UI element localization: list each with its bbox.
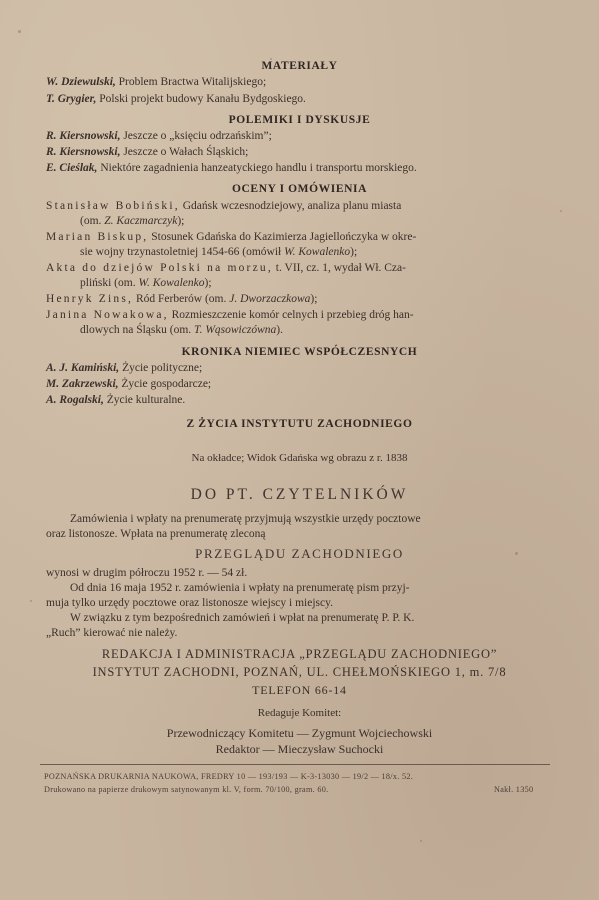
list-item [46,378,211,390]
editor [0,742,599,757]
section-heading-instytut: Z ŻYCIA INSTYTUTU ZACHODNIEGO [186,418,413,430]
paper-speck [270,58,272,60]
list-item [46,93,306,105]
item-text: ); [310,293,318,305]
list-item-continuation [80,215,184,227]
readers-paragraph-1-line-1: Zamówienia i wpłaty na prenumeratę przyjmują wszystkie urzędy pocztowe [70,513,421,525]
author-name: Marian Biskup, [46,231,149,243]
item-title: Niektóre zagadnienia hanzeatyckiego handlu i transportu morskiego. [100,162,417,174]
readers-paragraph-3-line-2: „Ruch” kierować nie należy. [46,627,178,639]
item-title: Stosunek Gdańska do Kazimierza Jagiellończyka w okre- [151,231,417,243]
paper-info: Drukowano na papierze drukowym satynowanym kl. V, form. 70/100, gram. 60. [44,785,329,794]
paper-speck [30,600,32,602]
list-item-continuation [80,246,357,258]
paper-speck [18,30,21,33]
item-text: ); [177,215,185,227]
reviewer-name: T. Wąsowiczówna [194,324,277,336]
chair-name: Zygmunt Wojciechowski [311,726,433,740]
list-item [46,262,406,274]
author-name: Stanisław Bobiński, [46,200,180,212]
item-text: ); [204,277,212,289]
author-name: T. Grygier, [46,93,97,105]
item-text: (om. [80,215,105,227]
editorial-address-line-1: REDAKCJA I ADMINISTRACJA „PRZEGLĄDU ZACHODNIEGO” [101,647,498,661]
list-item [46,362,202,374]
item-text: ). [276,324,283,336]
item-title: Życie gospodarcze; [121,378,212,390]
section-heading-kronika: KRONIKA NIEMIEC WSPÓŁCZESNYCH [181,346,418,358]
committee-label: Redaguje Komitet: [257,707,342,719]
list-item [46,162,417,174]
section-heading-oceny: OCENY I OMÓWIENIA [231,183,367,195]
readers-paragraph-3-line-1: W związku z tym bezpośrednich zamówień i wpłat na prenumeratę P. P. K. [70,612,415,624]
item-title: Jeszcze o „księciu odrzańskim”; [123,130,272,142]
author-name: W. Dziewulski, [46,76,116,88]
item-text: ); [350,246,358,258]
item-title: Jeszcze o Wałach Śląskich; [123,146,249,158]
cover-text: Widok Gdańska wg obrazu z r. 1838 [246,452,408,464]
item-title: Problem Bractwa Witalijskiego; [118,76,267,88]
item-title: Gdańsk wczesnodziejowy, analiza planu miasta [182,200,402,212]
cover-label: Na okładce; [191,452,245,464]
reviewer-name: J. Dworzaczkowa [229,293,311,305]
author-name: R. Kiersnowski, [46,130,121,142]
item-text: pliński (om. [80,277,139,289]
reviewer-name: W. Kowalenko [284,246,351,258]
list-item [46,231,416,243]
paper-speck [515,552,518,555]
item-title: Ród Ferberów (om. [135,293,230,305]
list-item [46,130,272,142]
readers-paragraph-2-line-1: Od dnia 16 maja 1952 r. zamówienia i wpłaty na prenumeratę pism przyj- [70,582,410,594]
item-title: t. VII, cz. 1, wydał Wł. Cza- [275,262,406,274]
readers-paragraph-2-line-2: muja tylko urzędy pocztowe oraz listonosze wiejscy i miejscy. [46,597,333,609]
item-title: Polski projekt budowy Kanału Bydgoskiego. [99,93,306,105]
chair-label: Przewodniczący Komitetu — [166,726,312,740]
author-name: Akta do dziejów Polski na morzu, [46,262,273,274]
editorial-address-line-2: INSTYTUT ZACHODNI, POZNAŃ, UL. CHEŁMOŃSKIEGO 1, m. 7/8 [92,665,507,679]
item-text: sie wojny trzynastoletniej 1454-66 (omówił [80,246,285,258]
cover-note [0,452,599,464]
author-name: R. Kiersnowski, [46,146,121,158]
item-title: Życie kulturalne. [106,394,186,406]
journal-name: PRZEGLĄDU ZACHODNIEGO [195,546,404,561]
section-heading-materialy: MATERIAŁY [261,60,338,72]
author-name: A. Rogalski, [46,394,104,406]
author-name: E. Cieślak, [46,162,98,174]
list-item-continuation [80,324,283,336]
printer-info: POZNAŃSKA DRUKARNIA NAUKOWA, FREDRY 10 — 193/193 — K-3-13030 — 19/2 — 18/x. 52. [44,772,414,781]
author-name: A. J. Kamiński, [46,362,120,374]
editorial-phone: TELEFON 66-14 [252,683,347,697]
committee-chair [0,726,599,741]
footer-divider [40,764,550,765]
author-name: M. Zakrzewski, [46,378,119,390]
item-title: Rozmieszczenie komór celnych i przebieg dróg han- [171,309,414,321]
editor-label: Redaktor — [215,742,278,756]
list-item [46,394,185,406]
list-item [46,200,401,212]
author-name: Henryk Zins, [46,293,134,305]
author-name: Janina Nowakowa, [46,309,169,321]
price-line: wynosi w drugim półroczu 1952 r. — 54 zł. [46,567,248,579]
editor-name: Mieczysław Suchocki [277,742,384,756]
print-run: Nakł. 1350 [494,785,534,794]
list-item [46,146,248,158]
item-text: dlowych na Śląsku (om. [80,324,195,336]
list-item [46,309,414,321]
readers-paragraph-1-line-2: oraz listonosze. Wpłata na prenumeratę zleconą [46,528,266,540]
section-heading-polemiki: POLEMIKI I DYSKUSJE [228,114,371,126]
readers-heading: DO PT. CZYTELNIKÓW [190,486,409,503]
item-title: Życie polityczne; [122,362,203,374]
reviewer-name: W. Kowalenko [138,277,205,289]
reviewer-name: Z. Kaczmarczyk [104,215,178,227]
list-item [46,293,317,305]
list-item-continuation [80,277,212,289]
paper-speck [420,840,422,842]
list-item [46,76,266,88]
paper-speck [560,210,562,212]
